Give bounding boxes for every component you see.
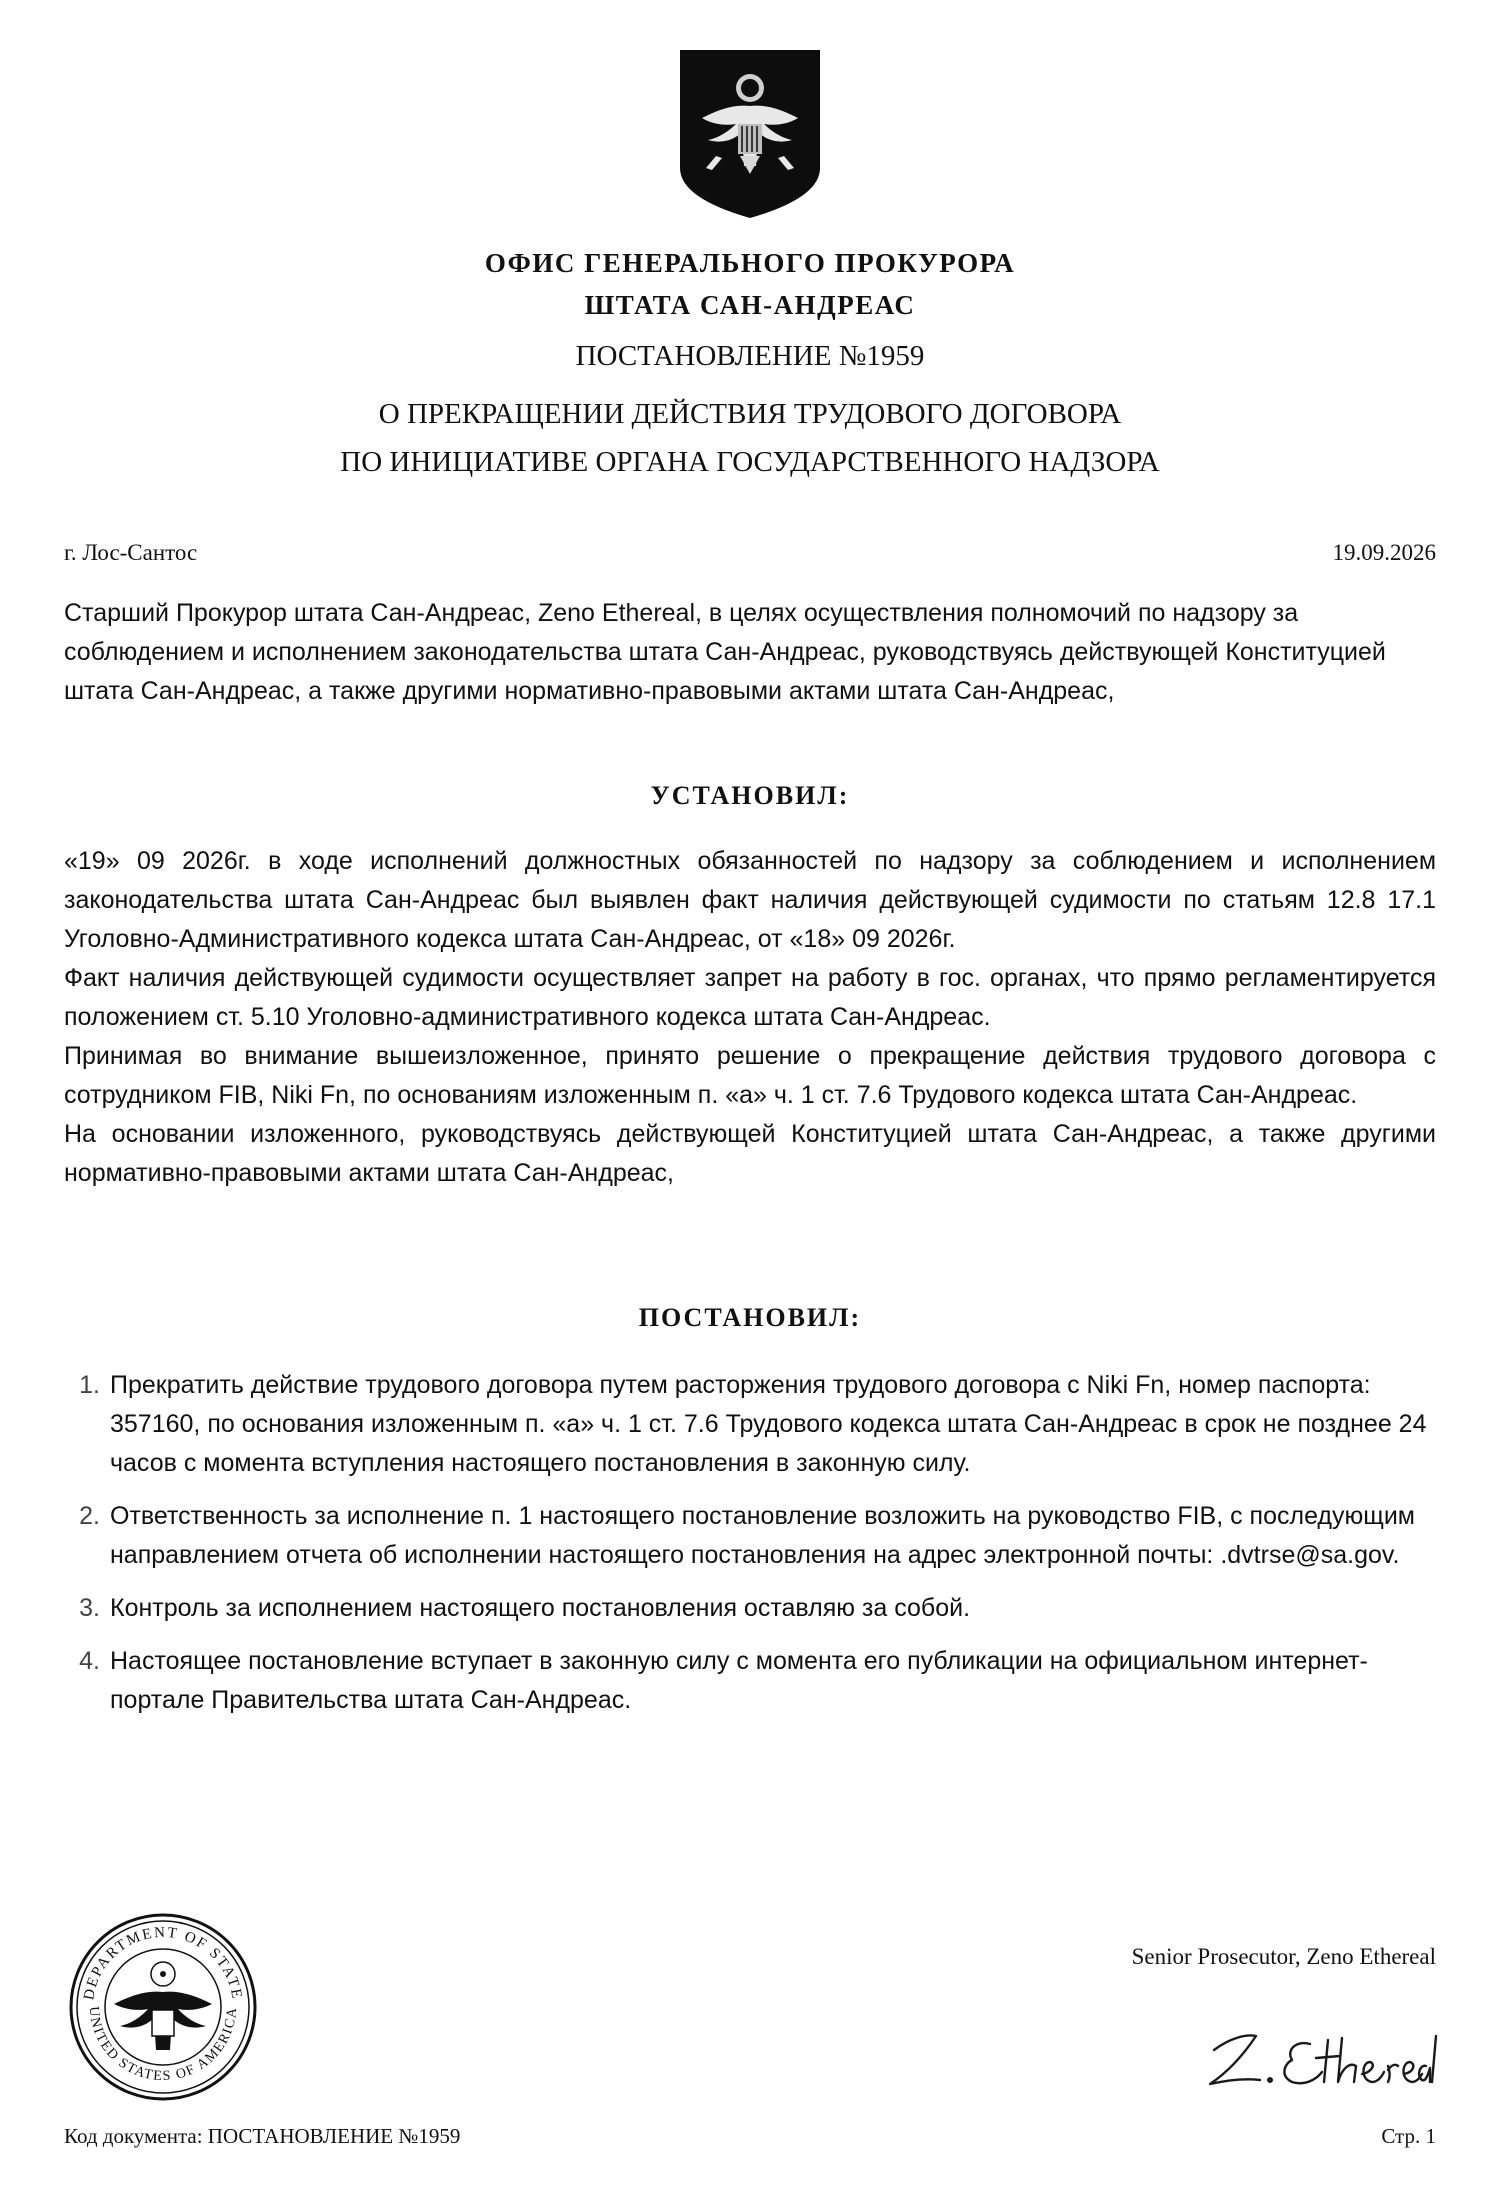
item-number: 4. <box>79 1647 100 1675</box>
list-item <box>64 1589 1436 1628</box>
established-paragraph: Факт наличия действующей судимости осуществляет запрет на работу в гос. органах, что прямо регламентируется положением ст. 5.10 Уголовно-административного кодекса штата Сан-Андреас. <box>64 964 1436 1031</box>
seal-top-text: DEPARTMENT OF STATE <box>81 1924 245 2002</box>
established-paragraph: На основании изложенного, руководствуясь действующей Конституцией штата Сан-Андреас, а также другими нормативно-правовыми актами штата Сан-Андреас, <box>64 1120 1436 1187</box>
item-number: 2. <box>79 1502 100 1530</box>
state-emblem <box>678 48 822 220</box>
item-number: 1. <box>79 1371 100 1399</box>
established-section <box>64 842 1436 1193</box>
item-number: 3. <box>79 1594 100 1622</box>
subject-line-2: ПО ИНИЦИАТИВЕ ОРГАНА ГОСУДАРСТВЕННОГО НАДЗОРА <box>340 446 1160 478</box>
resolution-number: ПОСТАНОВЛЕНИЕ №1959 <box>575 340 925 372</box>
list-item <box>64 1497 1436 1575</box>
department-seal <box>68 1912 258 2102</box>
item-text: Настоящее постановление вступает в законную силу с момента его публикации на официальном интернет-портале Правительства штата Сан-Андреас. <box>110 1647 1368 1714</box>
city: г. Лос-Сантос <box>64 540 198 565</box>
subject-line-1: О ПРЕКРАЩЕНИИ ДЕЙСТВИЯ ТРУДОВОГО ДОГОВОРА <box>378 398 1122 430</box>
document-date: 19.09.2026 <box>1332 540 1436 565</box>
established-paragraph: Принимая во внимание вышеизложенное, принято решение о прекращение действия трудового договора с сотрудником FIB, Niki Fn, по основаниям изложенным п. «а» ч. 1 ст. 7.6 Трудового кодекса штата Сан-Андреас. <box>64 1042 1436 1109</box>
seal-bottom-text: UNITED STATES OF AMERICA <box>85 2005 241 2085</box>
signer-name: Senior Prosecutor, Zeno Ethereal <box>1131 1944 1436 1969</box>
handwritten-signature <box>1200 2010 1440 2100</box>
page-number: Стр. 1 <box>1381 2124 1436 2148</box>
item-text: Прекратить действие трудового договора путем расторжения трудового договора с Niki Fn, номер паспорта: 357160, по основания изложенным п. «а» ч. 1 ст. 7.6 Трудового кодекса штата Сан-Андреас в срок не позднее 24 часов с момента вступления настоящего постановления в законную силу. <box>110 1371 1427 1477</box>
established-paragraph: «19» 09 2026г. в ходе исполнений должностных обязанностей по надзору за соблюдением и исполнением законодательства штата Сан-Андреас был выявлен факт наличия действующей судимости по статьям 12.8 17.1 Уголовно-Административного кодекса штата Сан-Андреас, от «18» 09 2026г. <box>64 847 1436 953</box>
office-title: ОФИС ГЕНЕРАЛЬНОГО ПРОКУРОРА <box>484 248 1016 278</box>
state-title: ШТАТА САН-АНДРЕАС <box>584 290 916 320</box>
resolved-list <box>64 1366 1436 1734</box>
resolved-heading: ПОСТАНОВИЛ: <box>638 1303 862 1332</box>
document-code: Код документа: ПОСТАНОВЛЕНИЕ №1959 <box>64 2124 461 2148</box>
list-item <box>64 1366 1436 1483</box>
intro-paragraph: Старший Прокурор штата Сан-Андреас, Zeno Ethereal, в целях осуществления полномочий по надзору за соблюдением и исполнением законодательства штата Сан-Андреас, руководствуясь действующей Конституцией штата Сан-Андреас, а также другими нормативно-правовыми актами штата Сан-Андреас, <box>64 599 1386 705</box>
item-text: Ответственность за исполнение п. 1 настоящего постановление возложить на руководство FIB, с последующим направлением отчета об исполнении настоящего постановления на адрес электронной почты: .dvtrse@sa.gov. <box>110 1502 1415 1569</box>
item-text: Контроль за исполнением настоящего постановления оставляю за собой. <box>110 1594 971 1622</box>
list-item <box>64 1642 1436 1720</box>
established-heading: УСТАНОВИЛ: <box>650 781 850 810</box>
